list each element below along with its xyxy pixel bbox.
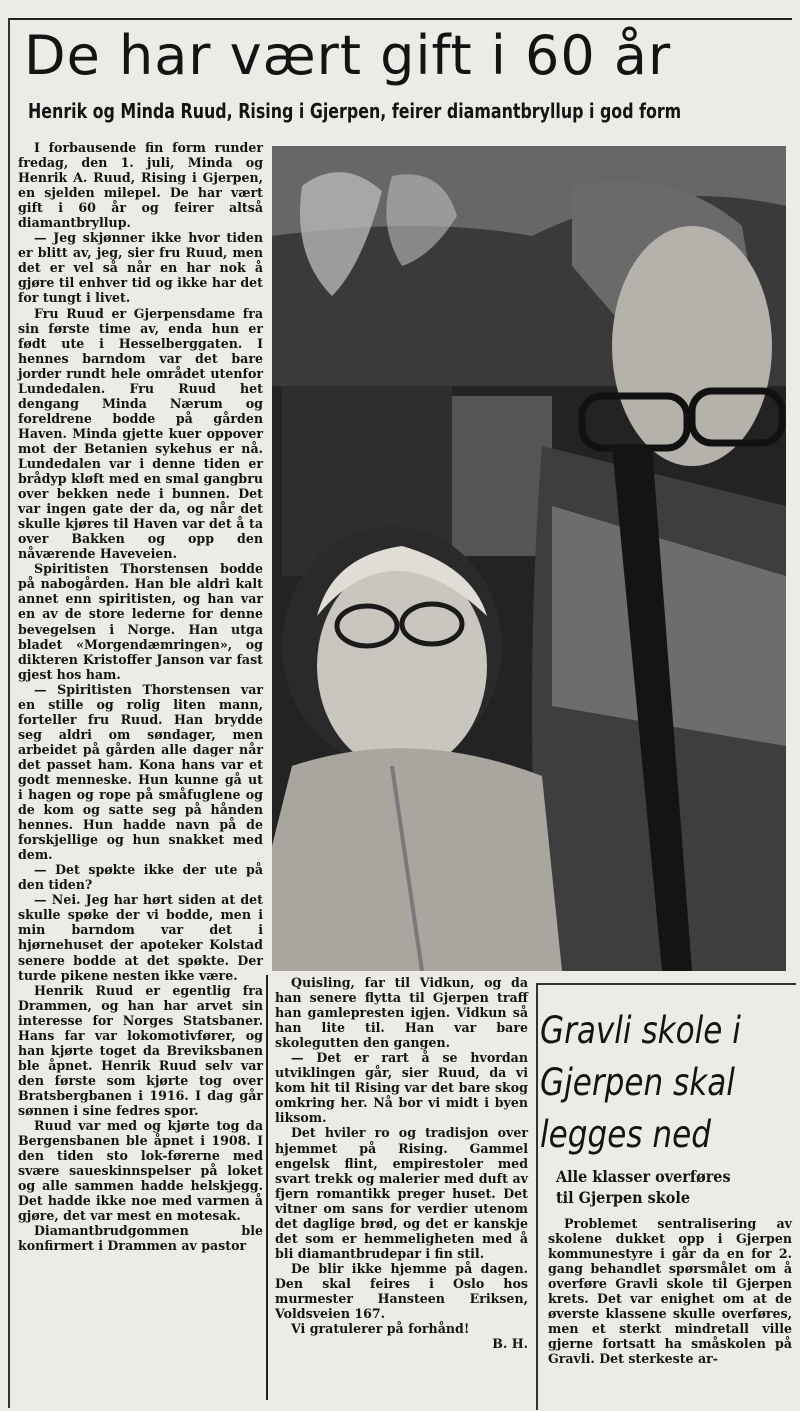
paragraph: Det hviler ro og tradisjon over hjemmet på Rising. Gammel engelsk flint, empirestoler med svart trekk og malerier med duft av fjern romantikk preger huset. Det vitner om sans for verdier utenom det daglige brød, og det er kanskje det som er hemmeligheten med å bli diamantbrudepar i fin stil. <box>275 1125 528 1261</box>
article-column-2 <box>275 975 528 1390</box>
sidebar-kicker-line: til Gjerpen skole <box>556 1188 691 1207</box>
paragraph: Fru Ruud er Gjerpensdame fra sin første time av, enda hun er født ute i Hesselberggaten. I hennes barndom var det bare jorder rundt hele området utenfor Lundedalen. Fru Ruud het dengang Minda Nærum og foreldrene bodde på gården Haven. Minda gjette kuer oppover mot der Betanien sykehus er nå. Lundedalen var i denne tiden er brådyp kløft med en smal gangbru over bekken nede i bunnen. Det var ingen gate der da, og når det skulle kjøres til Haven var det å ta over Bakken og opp den nåværende Haveveien. <box>18 305 263 562</box>
paragraph: — Spiritisten Thorstensen var en stille og rolig liten mann, forteller fru Ruud. Han brydde seg aldri om søndager, men arbeidet på gården alle dager når det passet ham. Kona hans var et godt menneske. Hun kunne gå ut i hagen og rope på småfuglene og de kom og satte seg på hånden hennes. Hun hadde navn på de forskjellige og hun snakket med dem. <box>18 681 263 863</box>
paragraph: Vi gratulerer på forhånd! <box>291 1321 470 1337</box>
paragraph: Ruud var med og kjørte tog da Bergensbanen ble åpnet i 1908. I den tiden sto lok-førerne med svære saueskinnspelser på loket og alle sammen hadde helskjegg. Det hadde ikke noe med varmen å gjøre, det var mest en motesak. <box>18 1118 263 1224</box>
paragraph: Problemet sentralisering av skolene dukket opp i Gjerpen kommunestyre i går da en for 2. gang behandlet spørsmålet om å overføre Gravli skole til Gjerpen krets. Det var enighet om at de øverste klassene skulle overføres, men et sterkt mindretall ville gjerne fortsatt ha småskolen på Gravli. Det sterkeste ar- <box>548 1216 792 1367</box>
article-column-1 <box>18 140 263 1405</box>
sidebar-body <box>548 1216 792 1406</box>
sidebar-headline-line: Gravli skole i <box>540 1009 741 1052</box>
sidebar-kicker <box>556 1166 796 1212</box>
column-divider <box>266 975 268 1400</box>
left-rule <box>8 18 10 1408</box>
paragraph: Spiritisten Thorstensen bodde på nabogården. Han ble aldri kalt annet enn spiritisten, og han var en av de store lederne for denne bevegelsen i Norge. Han utga bladet «Morgendæmringen», og dikteren Kristoffer Janson var fast gjest hos ham. <box>18 561 263 682</box>
paragraph: — Det spøkte ikke der ute på den tiden? <box>18 862 263 893</box>
paragraph: — Jeg skjønner ikke hvor tiden er blitt av, jeg, sier fru Ruud, men det er vel så når en har nok å gjøre til enhver tid og ikke har det for tungt i livet. <box>18 230 263 306</box>
paragraph: Quisling, far til Vidkun, og da han senere flytta til Gjerpen traff han gamlepresten igjen. Vidkun så han lite til. Han var bare skolegutten den gangen. <box>275 975 528 1051</box>
subheadline: Henrik og Minda Ruud, Rising i Gjerpen, feirer diamantbryllup i god form <box>28 99 682 123</box>
sidebar-headline <box>540 1005 790 1165</box>
byline-signature: B. H. <box>492 1336 528 1352</box>
paragraph: I forbausende fin form runder fredag, den 1. juli, Minda og Henrik A. Ruud, Rising i Gjerpen, en sjelden milepel. De har vært gift i 60 år og feirer altså diamantbryllup. <box>18 140 263 231</box>
couple-photo <box>272 146 786 971</box>
sidebar-kicker-line: Alle klasser overføres <box>556 1167 731 1186</box>
sidebar-headline-line: legges ned <box>540 1113 711 1156</box>
sidebar-headline-line: Gjerpen skal <box>540 1061 735 1104</box>
top-rule <box>8 18 792 20</box>
paragraph: — Det er rart å se hvordan utviklingen går, sier Ruud, da vi kom hit til Rising var det bare skog omkring her. Nå bor vi midt i byen liksom. <box>275 1050 528 1126</box>
paragraph: — Nei. Jeg har hørt siden at det skulle spøke der vi bodde, men i min barndom var det i hjørnehuset der apoteker Kolstad senere bodde at det spøkte. Der turde pikene nesten ikke være. <box>18 892 263 983</box>
paragraph: De blir ikke hjemme på dagen. Den skal feires i Oslo hos murmester Hansteen Eriksen, Voldsveien 167. <box>275 1260 528 1322</box>
paragraph: Henrik Ruud er egentlig fra Drammen, og han har arvet sin interesse for Norges Statsbaner. Hans far var lokomotivfører, og han kjørte toget da Breviksbanen ble åpnet. Henrik Ruud selv var den første som kjørte tog over Bratsbergbanen i 1916. I dag går sønnen i sine fedres spor. <box>18 982 263 1118</box>
headline: De har vært gift i 60 år <box>24 24 672 87</box>
paragraph: Diamantbrudgommen ble konfirmert i Drammen av pastor <box>18 1223 263 1254</box>
photo-illustration <box>272 146 786 971</box>
